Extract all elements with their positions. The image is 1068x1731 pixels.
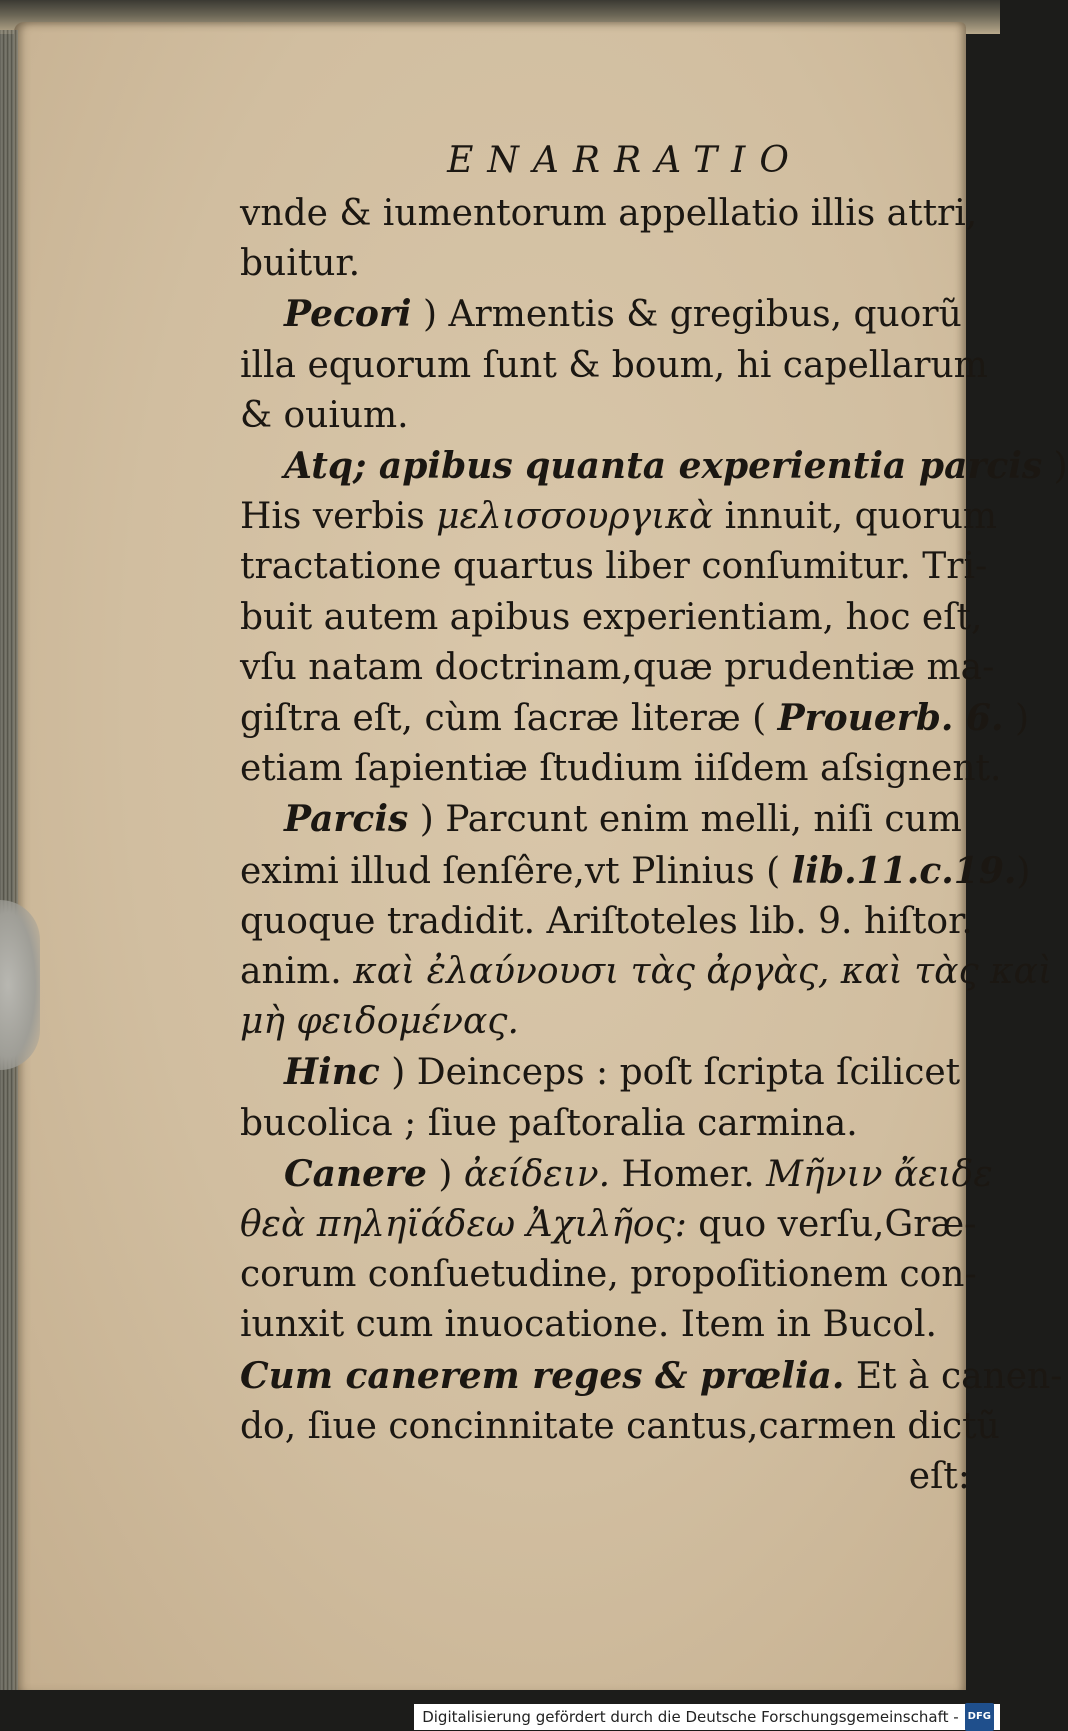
lemma-text: Canere: [284, 1152, 427, 1195]
text-line: [240, 1402, 1000, 1452]
lemma-text: Atq; apibus quanta experientia parcis: [284, 445, 1043, 488]
greek-text: καὶ ἐλαύνουσι τὰς ἀργὰς, καὶ τὰς καὶ: [353, 951, 1053, 993]
text-line: [240, 1047, 970, 1098]
text-line: [240, 947, 1053, 997]
text-line: [240, 1452, 970, 1502]
text-line: [240, 391, 970, 441]
body-text: buitur.: [240, 243, 361, 285]
text-line: [240, 997, 970, 1047]
lemma-text: Parcis: [284, 798, 409, 841]
body-text: His verbis: [240, 496, 437, 538]
body-text: Et à canen-: [844, 1355, 1063, 1397]
greek-text: Μῆνιν ἄειδε: [766, 1153, 993, 1195]
text-line: [240, 1149, 993, 1200]
body-text: anim.: [240, 951, 354, 993]
text-line: [240, 1099, 970, 1149]
body-text: tractatione quartus liber conſumitur. Tri-: [240, 546, 988, 588]
text-line: [240, 189, 978, 239]
text-line: [240, 1200, 977, 1250]
text-line: [240, 441, 1068, 492]
text-line: [240, 593, 983, 643]
text-line: [240, 341, 988, 391]
body-text: eximi illud ſenſêre,vt Plinius (: [240, 850, 792, 892]
body-text: iunxit cum inuocatione. Item in Bucol.: [240, 1304, 937, 1346]
lemma-text: lib.11.c.19.: [791, 849, 1017, 892]
body-text: eſt:: [908, 1456, 970, 1498]
text-line: [240, 289, 970, 340]
text-line: [240, 693, 1030, 744]
body-text: corum conſuetudine, propoſitionem con-: [240, 1254, 977, 1296]
lemma-text: Hinc: [284, 1051, 380, 1094]
text-line: [240, 239, 970, 289]
body-text: & ouium.: [240, 394, 409, 436]
body-text: quoque tradidit. Ariſtoteles lib. 9. hiſtor.: [240, 900, 973, 942]
greek-text: ἀείδειν.: [463, 1153, 611, 1195]
lemma-text: Prouerb. 6.: [777, 697, 1004, 740]
body-text: ): [1042, 446, 1068, 488]
body-text: buit autem apibus experientiam, hoc eſt,: [240, 596, 983, 638]
text-line: [240, 542, 988, 592]
text-line: [240, 744, 1002, 794]
page-stack-edges: [0, 30, 18, 1690]
body-text: giſtra eſt, cùm ſacræ literæ (: [240, 698, 778, 740]
body-text: ) Deinceps : poſt ſcripta ſcilicet: [379, 1052, 961, 1094]
body-text: ) Parcunt enim melli, niſi cum: [408, 799, 962, 841]
running-title: ENARRATIO: [447, 140, 803, 181]
text-line: [240, 1351, 1063, 1402]
body-text: etiam ſapientiæ ſtudium iiſdem aſsignent.: [240, 748, 1002, 790]
body-text: bucolica ; ſiue paſtoralia carmina.: [240, 1102, 858, 1144]
body-text: vſu natam doctrinam,quæ prudentiæ ma-: [240, 646, 995, 688]
body-text: do, ſiue concinnitate cantus,carmen dictũ: [240, 1405, 1000, 1447]
text-line: [240, 846, 1031, 897]
text-line: [240, 492, 998, 542]
text-line: [240, 1300, 970, 1350]
greek-text: μὴ φειδομένας.: [240, 1001, 519, 1043]
body-text: quo verſu,Græ-: [686, 1204, 977, 1246]
greek-text: θεὰ πηληϊάδεω Ἀχιλῆος:: [240, 1204, 687, 1246]
body-text: Homer.: [610, 1153, 767, 1195]
text-line: [240, 643, 995, 693]
text-lines: [240, 189, 1068, 1502]
body-text: innuit, quorum: [713, 496, 998, 538]
body-text: illa equorum ſunt & boum, hi capellarum: [240, 344, 988, 386]
text-line: [240, 1250, 977, 1300]
lemma-text: Cum canerem reges & prœlia.: [240, 1354, 845, 1397]
body-text: vnde & iumentorum appellatio illis attri,: [240, 193, 978, 234]
lemma-text: Pecori: [284, 293, 412, 336]
body-text: ) Armentis & gregibus, quorũ: [411, 294, 962, 336]
text-block: [240, 140, 1068, 1502]
dfg-logo: DFG: [965, 1703, 994, 1731]
page-fold: [0, 900, 40, 1070]
body-text: ): [426, 1153, 464, 1195]
digitization-credit-bar: [414, 1704, 1000, 1730]
text-line: [240, 897, 973, 947]
body-text: ): [1003, 698, 1030, 740]
body-text: ): [1016, 850, 1031, 892]
digitization-credit: Digitalisierung gefördert durch die Deutsche Forschungsgemeinschaft -: [422, 1708, 959, 1726]
greek-text: μελισσουργικὰ: [436, 496, 714, 538]
text-line: [240, 794, 970, 845]
